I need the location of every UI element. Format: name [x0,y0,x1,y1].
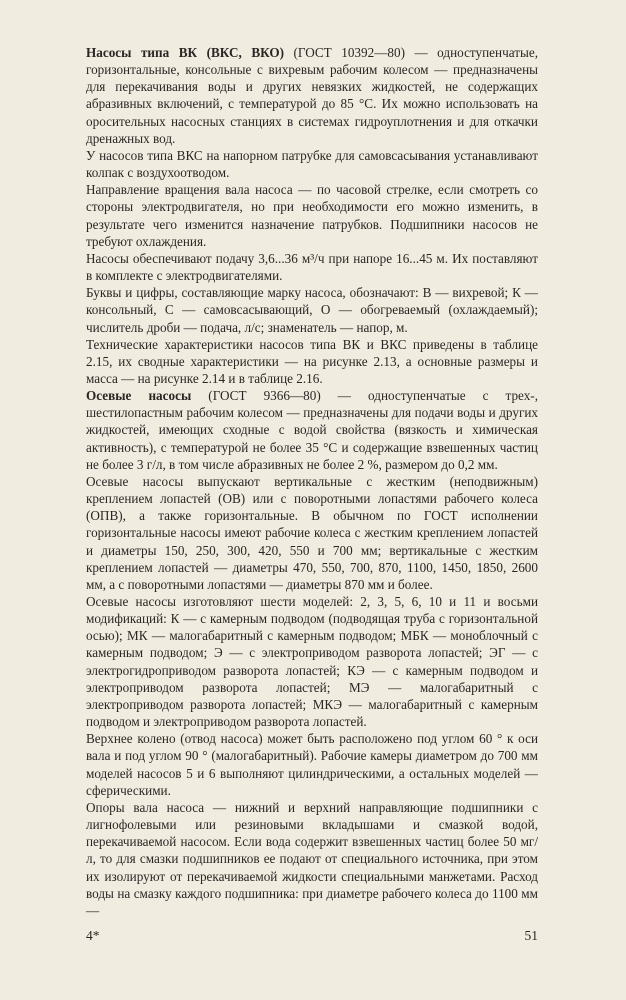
paragraph-text: Насосы обеспечивают подачу 3,6...36 м³/ч при напоре 16...45 м. Их поставляют в комплекте с электродвигателями. [86,250,538,284]
signature-mark: 4* [86,928,100,943]
paragraph-text: Технические характеристики насосов типа ВК и ВКС приведены в таблице 2.15, их сводные характеристики — на рисунке 2.13, а основные размеры и масса — на рисунке 2.14 и в таблице 2.16. [86,336,538,386]
page-body [86,44,538,919]
paragraph-specs [86,336,538,387]
paragraph-elbow [86,730,538,799]
paragraph-marking [86,284,538,335]
paragraph-capacity [86,250,538,284]
paragraph-text: У насосов типа ВКС на напорном патрубке для самовсасывания устанавливают колпак с воздухоотводом. [86,147,538,181]
paragraph-text: Осевые насосы изготовляют шести моделей: 2, 3, 5, 6, 10 и 11 и восьми модификаций: К — с камерным подводом (подводящая труба с горизонтальной осью); МК — малогабаритный с камерным подводом; МБК — моноблочный с камерным подводом; Э — с электроприводом разворота лопастей; ЭГ — с электрогидроприводом разворота лопастей; КЭ — с камерным подводом и электроприводом разворота лопастей; МЭ — малогабаритный с электроприводом разворота лопастей; МКЭ — малогабаритный с камерным подводом и электроприводом разворота лопастей. [86,594,538,730]
paragraph-text: Опоры вала насоса — нижний и верхний направляющие подшипники с лигнофолевыми или резиновыми вкладышами и смазкой водой, перекачиваемой насосом. Если вода содержит взвешенных частиц более 50 мг/л, то для смазки подшипников ее подают от специального источника, при этом их изолируют от перекачиваемой жидкости специальными манжетами. Расход воды на смазку каждого подшипника: при диаметре рабочего колеса до 1100 мм — [86,799,538,918]
paragraph-models [86,593,538,730]
paragraph-vk-pumps [86,44,538,147]
paragraph-heading: Осевые насосы [86,388,192,404]
paragraph-text: Направление вращения вала насоса — по часовой стрелке, если смотреть со стороны электродвигателя, но при необходимости его можно изменить, в результате чего изменится назначение патрубков. Подшипники насосов не требуют охлаждения. [86,182,538,249]
paragraph-text: (ГОСТ 10392—80) — одноступенчатые, горизонтальные, консольные с вихревым рабочим колесом — предназначены для перекачивания воды и других невязких жидкостей, не содержащих абразивных включений, с температурой до 85 °С. Их можно использовать на оросительных насосных станциях в системах гидроуплотнения и для откачки дренажных вод. [86,45,538,146]
paragraph-text: Осевые насосы выпускают вертикальные с жестким (неподвижным) креплением лопастей (ОВ) или с поворотными лопастями рабочего колеса (ОПВ), а также горизонтальные. В обычном по ГОСТ исполнении горизонтальные насосы имеют рабочие колеса с жестким креплением лопастей и диаметры 150, 250, 300, 420, 550 и 700 мм; вертикальные с жестким креплением лопастей — диаметры 470, 550, 700, 870, 1100, 1450, 1850, 2600 мм, а с поворотными лопастями — диаметры 870 мм и более. [86,473,538,592]
paragraph-axial-pumps [86,387,538,473]
paragraph-text: Буквы и цифры, составляющие марку насоса, обозначают: В — вихревой; К — консольный, С — самовсасывающий, О — обогреваемый (охлаждаемый); числитель дроби — подача, л/с; знаменатель — напор, м. [86,285,538,335]
page-footer [86,928,538,948]
paragraph-rotation [86,181,538,250]
paragraph-heading: Насосы типа ВК (ВКС, ВКО) [86,45,285,60]
paragraph-text: (ГОСТ 9366—80) — одноступенчатые с трех-, шестилопастным рабочим колесом — предназначены для подачи воды и других жидкостей, имеющих сходные с водой свойства (вязкость и химическая активность), с температурой не более 35 °С и содержащие взвешенных частиц не более 3 г/л, в том числе абразивных не более 2 %, размером до 0,2 мм. [86,388,538,472]
paragraph-vks-cap [86,147,538,181]
page-number: 51 [524,928,538,943]
paragraph-text: Верхнее колено (отвод насоса) может быть расположено под углом 60 ° к оси вала и под углом 90 ° (малогабаритный). Рабочие камеры диаметром до 700 мм моделей насосов 5 и 6 выполняют цилиндрическими, а остальных моделей — сферическими. [86,731,538,798]
paragraph-bearings [86,799,538,919]
paragraph-axial-types [86,473,538,593]
